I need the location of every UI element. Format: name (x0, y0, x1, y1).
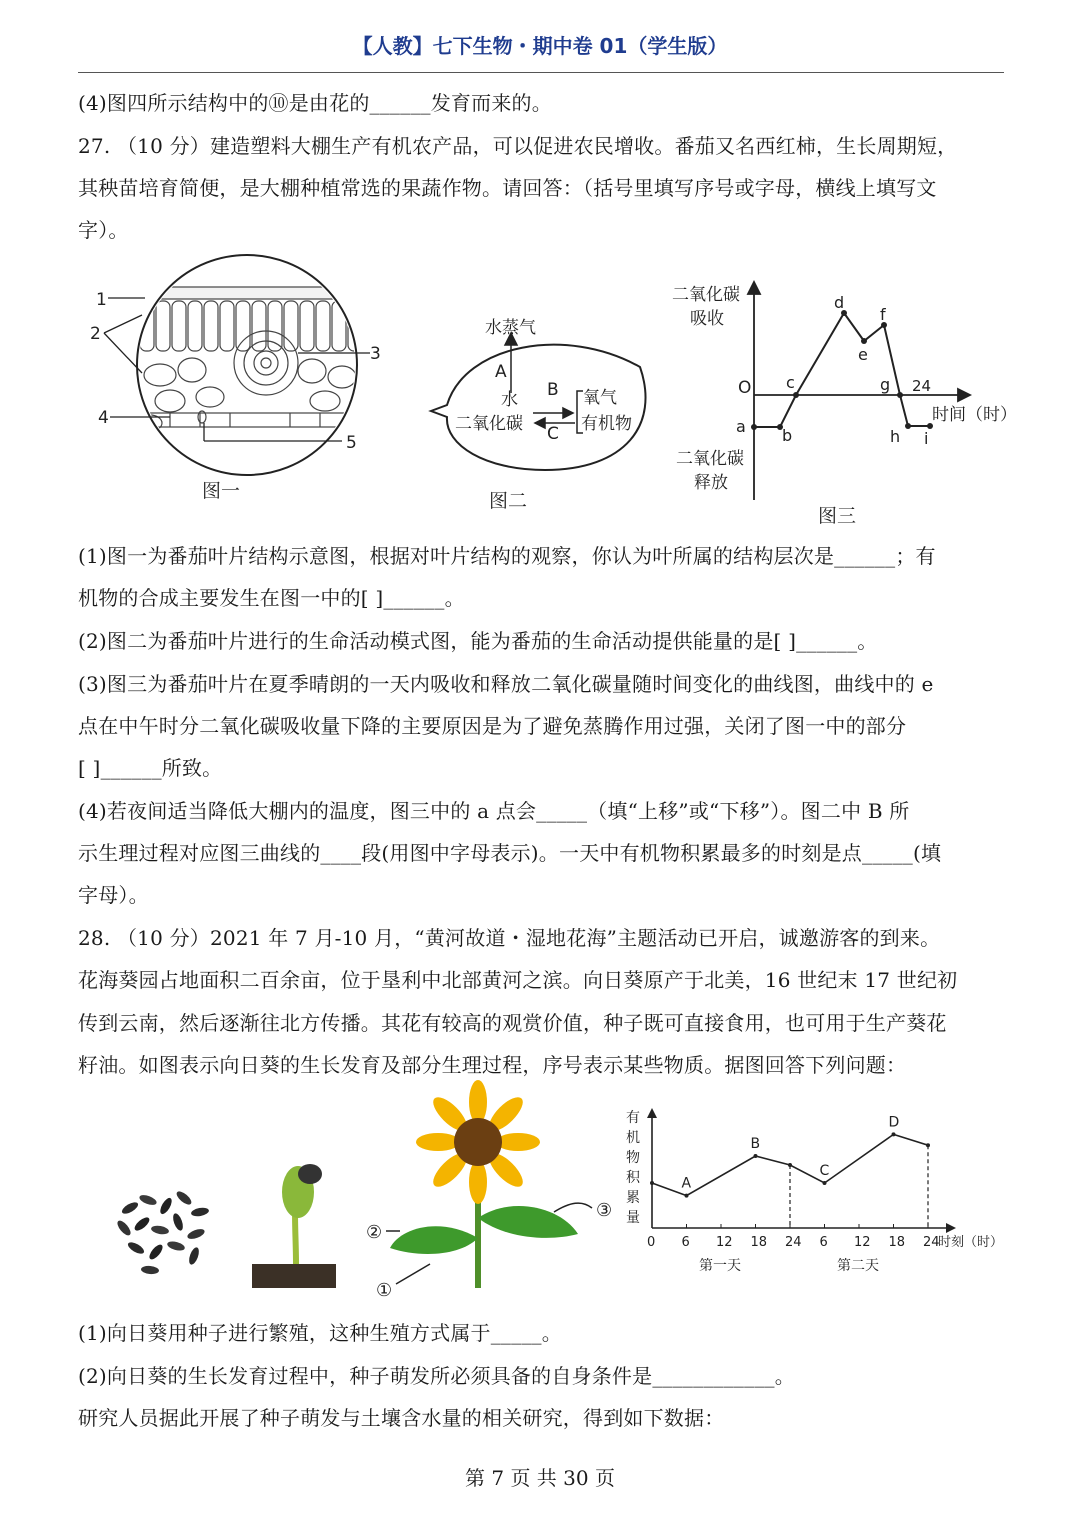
chart-x-tick-label: 18 (888, 1235, 906, 1250)
chart-point (650, 1181, 654, 1185)
chart-xlabel: 时刻（时） (938, 1235, 1004, 1250)
fig1-label-1: 1 (96, 290, 107, 310)
question-28-intro-line-3: 传到云南，然后逐渐往北方传播。其花有较高的观赏价值，种子既可直接食用，也可用于生产葵花 (78, 1011, 947, 1035)
q28-part-1: (1)向日葵用种子进行繁殖，这种生殖方式属于_____。 (78, 1321, 562, 1345)
q27-part-3-line-3: [ ]______所致。 (78, 756, 223, 780)
fig2-co2-label: 二氧化碳 (455, 414, 523, 434)
q28-research-intro: 研究人员据此开展了种子萌发与土壤含水量的相关研究，得到如下数据： (78, 1406, 725, 1430)
marker-3: ③ (596, 1200, 613, 1221)
chart-point (892, 1132, 896, 1136)
chart-day-label: 第二天 (837, 1258, 879, 1274)
marker-1: ① (376, 1280, 393, 1301)
fig2-water-label: 水 (501, 390, 518, 410)
fig3-ylabel-bottom-1: 二氧化碳 (676, 449, 744, 469)
figure-2-leaf-activity (425, 305, 665, 520)
fig3-point-h: h (890, 427, 901, 446)
q27-part-4-line-2: 示生理过程对应图三曲线的____段(用图中字母表示)。一天中有机物积累最多的时刻是点_____(填 (78, 841, 942, 865)
chart-ylabel-char: 量 (626, 1210, 640, 1226)
fig2-label-B: B (547, 380, 559, 400)
question-28-intro-line-2: 花海葵园占地面积二百余亩，位于垦利中北部黄河之滨。向日葵原产于北美，16 世纪末 17 世纪初 (78, 968, 958, 992)
fig3-point-d: d (834, 293, 845, 312)
question-27-intro-line-3: 字）。 (78, 218, 129, 242)
fig2-steam-label: 水蒸气 (485, 318, 536, 338)
q27-part-1-line-1: (1)图一为番茄叶片结构示意图，根据对叶片结构的观察，你认为叶所属的结构层次是______；有 (78, 544, 936, 568)
chart-point-label: D (888, 1114, 900, 1131)
organic-matter-chart (622, 1108, 1004, 1278)
fig3-tick-24: 24 (912, 377, 932, 395)
fig2-label-C: C (547, 424, 559, 444)
fig2-organic-label: 有机物 (581, 414, 632, 434)
fig3-ylabel-top-2: 吸收 (690, 309, 724, 329)
fig2-caption: 图二 (489, 490, 528, 512)
fig3-ylabel-top-1: 二氧化碳 (672, 285, 740, 305)
sunflower-seeds-image (115, 1189, 209, 1275)
fig3-point-g: g (880, 375, 891, 394)
fig1-caption: 图一 (202, 480, 241, 502)
fig2-o2-label: 氧气 (583, 388, 617, 408)
chart-x-tick-label: 12 (716, 1235, 733, 1250)
q27-part-1-line-2: 机物的合成主要发生在图一中的[ ]______。 (78, 586, 465, 610)
header-divider (78, 72, 1004, 73)
sunflower-plant-image (390, 1080, 578, 1288)
chart-x-tick-label: 18 (750, 1235, 768, 1250)
chart-day-label: 第一天 (699, 1258, 741, 1274)
q27-part-3-line-2: 点在中午时分二氧化碳吸收量下降的主要原因是为了避免蒸腾作用过强，关闭了图一中的部分 (78, 714, 907, 738)
sunflower-growth-illustration (100, 1088, 620, 1300)
fig3-point-a: a (736, 417, 746, 436)
chart-point (754, 1154, 758, 1158)
figure-1-leaf-section (80, 245, 410, 515)
marker-2: ② (366, 1222, 383, 1243)
fig3-ylabel-bottom-2: 释放 (694, 473, 728, 493)
chart-y-axis-arrow (647, 1108, 657, 1118)
document-header: 【人教】七下生物・期中卷 01（学生版） (352, 34, 728, 58)
chart-ylabel-char: 积 (626, 1170, 640, 1186)
fig3-point-b: b (782, 426, 793, 445)
chart-x-tick-label: 6 (681, 1235, 690, 1250)
question-28-intro-line-1: 28. （10 分）2021 年 7 月-10 月，“黄河故道・湿地花海”主题活动已开启，诚邀游客的到来。 (78, 926, 941, 950)
chart-point (685, 1194, 689, 1198)
q27-part-3-line-1: (3)图三为番茄叶片在夏季晴朗的一天内吸收和释放二氧化碳量随时间变化的曲线图，曲线中的 e (78, 672, 934, 696)
fig3-caption: 图三 (818, 505, 857, 527)
chart-x-tick-label: 6 (819, 1235, 828, 1250)
chart-x-tick-label: 12 (854, 1235, 871, 1250)
fig1-label-4: 4 (98, 408, 109, 428)
chart-x-tick-label: 0 (647, 1235, 656, 1250)
fig3-xlabel: 时间（时） (932, 405, 1017, 425)
chart-x-tick-label: 24 (785, 1235, 802, 1250)
fig3-origin: O (738, 378, 752, 398)
chart-ylabel-char: 累 (626, 1190, 640, 1206)
fig3-point-e: e (858, 345, 868, 364)
page-footer: 第 7 页 共 30 页 (465, 1466, 615, 1490)
chart-point-label: C (819, 1163, 830, 1179)
fig3-point-c: c (786, 373, 795, 392)
question-27-intro-line-2: 其秧苗培育简便，是大棚种植常选的果蔬作物。请回答：（括号里填写序号或字母，横线上填写文 (78, 176, 937, 200)
chart-ylabel-char: 有 (626, 1110, 640, 1126)
fig1-label-2: 2 (90, 324, 101, 344)
chart-point (788, 1163, 792, 1167)
figure-3-co2-curve (668, 278, 1028, 530)
q27-part-4-line-1: (4)若夜间适当降低大棚内的温度，图三中的 a 点会_____（填“上移”或“下移”）。图二中 B 所 (78, 799, 910, 823)
chart-x-tick-label: 24 (923, 1235, 940, 1250)
fig2-label-A: A (495, 362, 507, 382)
fig1-label-3: 3 (370, 344, 381, 364)
chart-point (926, 1143, 930, 1147)
q28-part-2: (2)向日葵的生长发育过程中，种子萌发所必须具备的自身条件是____________。 (78, 1364, 795, 1388)
q27-part-2: (2)图二为番茄叶片进行的生命活动模式图，能为番茄的生命活动提供能量的是[ ]______。 (78, 629, 878, 653)
chart-ylabel-char: 机 (626, 1130, 640, 1146)
question-26-part-4: (4)图四所示结构中的⑩是由花的______发育而来的。 (78, 91, 552, 115)
fig3-point-f: f (880, 305, 886, 324)
seedling-image (252, 1164, 336, 1288)
fig1-label-5: 5 (346, 433, 357, 453)
q27-part-4-line-3: 字母）。 (78, 883, 149, 907)
chart-x-axis-arrow (946, 1223, 956, 1233)
chart-point-label: A (681, 1175, 692, 1192)
chart-ylabel-char: 物 (626, 1150, 640, 1166)
question-28-intro-line-4: 籽油。如图表示向日葵的生长发育及部分生理过程，序号表示某些物质。据图回答下列问题： (78, 1053, 907, 1077)
question-27-intro-line-1: 27. （10 分）建造塑料大棚生产有机农产品，可以促进农民增收。番茄又名西红柿，生长周期短， (78, 134, 958, 158)
chart-point-label: B (750, 1136, 761, 1152)
fig3-point-i: i (924, 429, 929, 448)
chart-point (823, 1181, 827, 1185)
